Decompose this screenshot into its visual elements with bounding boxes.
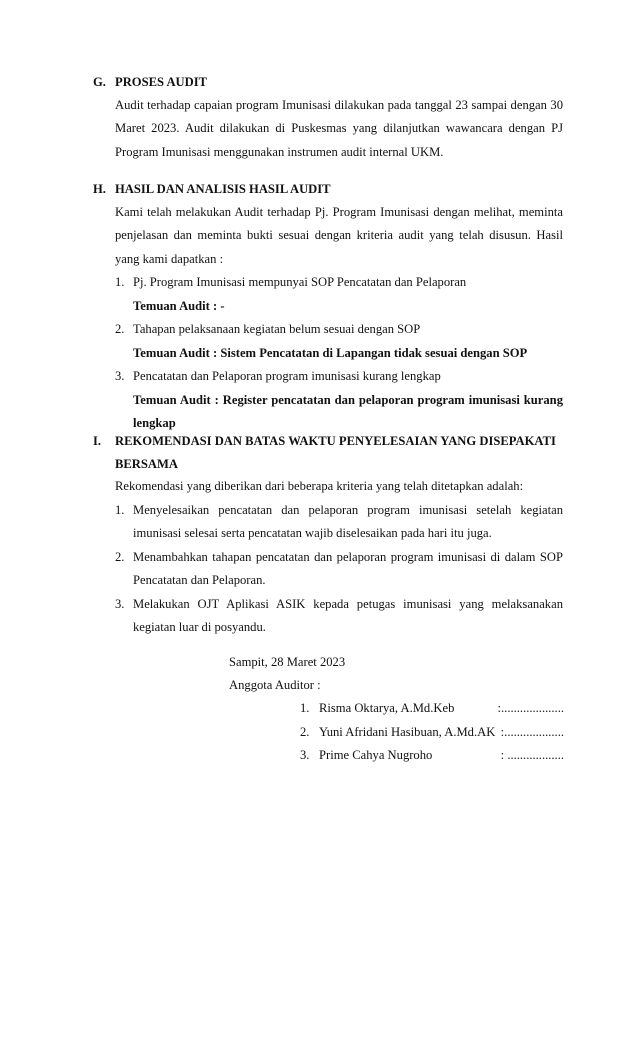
item-text: Melakukan OJT Aplikasi ASIK kepada petugas imunisasi yang melaksanakan kegiatan luar di posyandu. bbox=[133, 596, 563, 634]
section-title: PROSES AUDIT bbox=[115, 75, 208, 89]
section-letter: H. bbox=[93, 182, 106, 196]
list-item bbox=[93, 593, 563, 640]
auditor-label: Anggota Auditor : bbox=[229, 678, 321, 692]
section-letter: G. bbox=[93, 75, 106, 89]
section-heading bbox=[93, 430, 563, 475]
list-item bbox=[93, 546, 563, 593]
item-number: 3. bbox=[115, 596, 125, 611]
list-item bbox=[93, 318, 563, 365]
auditor-row bbox=[300, 744, 564, 768]
auditor-list bbox=[300, 697, 564, 768]
auditor-name: Yuni Afridani Hasibuan, A.Md.AK bbox=[319, 724, 496, 739]
signature-line: :................... bbox=[500, 724, 564, 739]
section-paragraph: Audit terhadap capaian program Imunisasi dilakukan pada tanggal 23 sampai dengan 30 Maret 2023. Audit dilakukan di Puskesmas yang dilanjutkan wawancara dengan PJ Program Imunisasi menggunakan instrumen audit internal UKM. bbox=[115, 97, 563, 159]
section-heading bbox=[93, 71, 563, 94]
section-paragraph: Rekomendasi yang diberikan dari beberapa kriteria yang telah ditetapkan adalah: bbox=[115, 479, 524, 493]
list-item bbox=[93, 365, 563, 436]
section-title: HASIL DAN ANALISIS HASIL AUDIT bbox=[115, 182, 331, 196]
place-date: Sampit, 28 Maret 2023 bbox=[229, 655, 346, 669]
item-number: 3. bbox=[115, 369, 125, 383]
section-heading bbox=[93, 178, 563, 201]
item-text: Pencatatan dan Pelaporan program imunisasi kurang lengkap bbox=[133, 369, 441, 383]
signature-line: :.................... bbox=[497, 701, 564, 715]
auditor-number: 1. bbox=[300, 701, 310, 715]
item-text: Menyelesaikan pencatatan dan pelaporan program imunisasi setelah kegiatan imunisasi selesai serta pencatatan wajib diselesaikan pada hari itu juga. bbox=[133, 502, 563, 540]
section-proses-audit bbox=[93, 71, 563, 164]
section-rekomendasi bbox=[93, 430, 563, 640]
auditor-name: Risma Oktarya, A.Md.Keb bbox=[319, 701, 455, 715]
audit-finding: Temuan Audit : Sistem Pencatatan di Lapangan tidak sesuai dengan SOP bbox=[133, 345, 528, 360]
auditor-number: 3. bbox=[300, 748, 310, 762]
list-item bbox=[93, 271, 563, 318]
signature-line: : .................. bbox=[500, 748, 564, 762]
section-paragraph: Kami telah melakukan Audit terhadap Pj. Program Imunisasi dengan melihat, meminta penjelasan dan meminta bukti sesuai dengan kriteria audit yang telah disusun. Hasil yang kami dapatkan : bbox=[115, 204, 563, 266]
item-number: 1. bbox=[115, 502, 125, 517]
item-number: 2. bbox=[115, 549, 125, 564]
item-number: 2. bbox=[115, 322, 125, 336]
item-text: Menambahkan tahapan pencatatan dan pelaporan program imunisasi di dalam SOP Pencatatan dan Pelaporan. bbox=[133, 549, 563, 587]
auditor-name: Prime Cahya Nugroho bbox=[319, 748, 433, 762]
auditor-row bbox=[300, 697, 564, 721]
section-letter: I. bbox=[93, 434, 102, 448]
auditor-row bbox=[300, 721, 564, 745]
auditor-number: 2. bbox=[300, 724, 310, 739]
audit-finding: Temuan Audit : Register pencatatan dan pelaporan program imunisasi kurang lengkap bbox=[133, 392, 563, 430]
section-title: REKOMENDASI DAN BATAS WAKTU PENYELESAIAN YANG DISEPAKATI BERSAMA bbox=[115, 434, 556, 471]
item-number: 1. bbox=[115, 275, 125, 289]
audit-finding: Temuan Audit : - bbox=[133, 298, 225, 313]
item-text: Pj. Program Imunisasi mempunyai SOP Pencatatan dan Pelaporan bbox=[133, 275, 467, 289]
item-text: Tahapan pelaksanaan kegiatan belum sesuai dengan SOP bbox=[133, 322, 421, 336]
section-hasil-analisis bbox=[93, 178, 563, 436]
list-item bbox=[93, 499, 563, 546]
